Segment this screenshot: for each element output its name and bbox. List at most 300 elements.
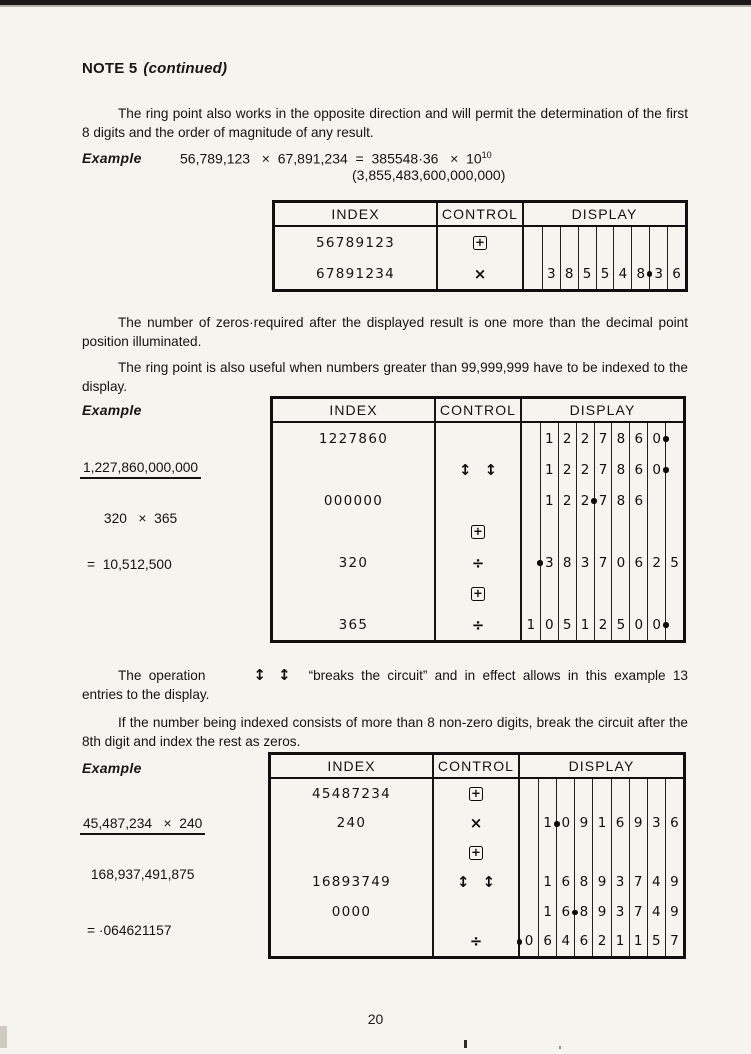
scan-speck	[464, 1040, 467, 1048]
display-cell	[592, 868, 610, 898]
squared-plus-icon: +	[471, 587, 485, 601]
display-cell	[611, 578, 629, 609]
display-cell	[611, 609, 629, 640]
table-row	[273, 516, 683, 547]
index-value	[271, 838, 432, 868]
display-cell	[520, 838, 538, 868]
display-cell	[522, 454, 540, 485]
control-cell	[432, 809, 518, 839]
display-grid	[518, 868, 683, 898]
section-heading	[82, 60, 227, 77]
display-cell	[647, 927, 665, 957]
table-header-row	[271, 755, 683, 779]
display-grid	[518, 897, 683, 927]
display-digit: 6	[579, 933, 589, 950]
example1-expression: $56,789,123 \times 67,891,234 = 385548\cdot 36 \times 10^{10}$	[180, 150, 492, 167]
display-cell	[522, 423, 540, 454]
display-cell	[665, 868, 683, 898]
display-digit: 1	[545, 492, 554, 509]
display-cell	[558, 423, 576, 454]
column-header-display: DISPLAY	[522, 203, 685, 225]
display-digit: 6	[561, 874, 571, 891]
squared-plus-icon: +	[469, 846, 483, 860]
display-cell	[540, 578, 558, 609]
display-cell	[538, 779, 556, 809]
display-digit: 6	[561, 903, 571, 920]
display-digit: 1	[543, 903, 552, 920]
display-cell	[522, 485, 540, 516]
display-cell	[540, 454, 558, 485]
index-control-display-table-1	[272, 200, 688, 292]
display-cell	[647, 516, 665, 547]
column-header-display: DISPLAY	[520, 399, 683, 421]
display-digit: 8	[616, 430, 626, 447]
heading-suffix: (continued)	[143, 60, 228, 77]
display-cell	[594, 423, 612, 454]
display-grid	[520, 578, 683, 609]
display-digit: 0	[545, 616, 554, 633]
table-header-row	[275, 203, 685, 227]
display-cell	[647, 485, 665, 516]
display-cell	[611, 547, 629, 578]
column-header-index: INDEX	[329, 402, 378, 418]
column-header-control: CONTROL	[434, 399, 520, 421]
display-cell	[611, 423, 629, 454]
squared-plus-icon: +	[469, 787, 483, 801]
display-digit: 1	[580, 616, 590, 633]
display-cell	[629, 516, 647, 547]
display-digit: 2	[598, 616, 608, 633]
display-cell	[611, 927, 629, 957]
display-cell	[540, 516, 558, 547]
display-digit: 0	[652, 616, 661, 633]
display-digit: 2	[580, 492, 590, 509]
display-cell	[522, 609, 540, 640]
display-cell	[578, 227, 596, 258]
ring-point-dot	[517, 939, 523, 945]
display-digit: 3	[615, 903, 625, 920]
display-grid	[518, 927, 683, 957]
display-digit: 2	[580, 430, 590, 447]
control-cell	[436, 227, 522, 258]
display-cell	[556, 897, 574, 927]
display-digit: 5	[582, 265, 592, 282]
display-digit: 7	[633, 874, 643, 891]
display-cell	[522, 578, 540, 609]
display-digit: 6	[634, 461, 644, 478]
squared-plus-icon: +	[471, 525, 485, 539]
control-cell	[432, 868, 518, 898]
column-header-index: INDEX	[327, 758, 376, 774]
display-digit: 6	[543, 933, 552, 950]
index-value: 67891234	[315, 265, 396, 282]
updown-arrow-icon: ↕	[456, 873, 470, 892]
display-digit: 7	[598, 492, 608, 509]
display-digit: 4	[652, 874, 661, 891]
display-cell	[665, 809, 683, 839]
column-header-display: DISPLAY	[518, 755, 683, 777]
example3-label: Example	[82, 760, 142, 776]
display-cell	[667, 227, 685, 258]
display-cell	[558, 547, 576, 578]
scan-edge-shadow	[0, 5, 751, 7]
display-digit: 1	[597, 815, 607, 832]
display-digit: 9	[670, 903, 679, 920]
display-cell	[524, 227, 542, 258]
display-cell	[520, 927, 538, 957]
table-body	[275, 227, 685, 289]
display-cell	[592, 927, 610, 957]
display-grid	[520, 423, 683, 454]
display-cell	[592, 897, 610, 927]
table-row	[273, 609, 683, 640]
updown-arrow-icon: ↕	[277, 665, 291, 684]
display-cell	[629, 485, 647, 516]
updown-arrow-icon: ↕	[482, 873, 496, 892]
display-cell	[647, 423, 665, 454]
display-grid	[520, 454, 683, 485]
scan-smudge	[0, 1026, 7, 1048]
display-cell	[558, 516, 576, 547]
display-cell	[594, 609, 612, 640]
display-digit: 8	[564, 265, 574, 282]
display-digit: 9	[597, 903, 607, 920]
display-cell	[594, 454, 612, 485]
ring-point-dot	[663, 467, 669, 473]
display-cell	[560, 227, 578, 258]
example1-label: Example	[82, 150, 142, 166]
display-cell	[665, 779, 683, 809]
display-digit: 6	[634, 430, 644, 447]
index-value	[271, 927, 432, 957]
display-digit: 1	[543, 874, 552, 891]
display-cell	[596, 227, 614, 258]
display-cell	[629, 609, 647, 640]
display-cell	[629, 897, 647, 927]
index-value: 45487234	[311, 785, 392, 802]
display-cell	[538, 927, 556, 957]
table-row	[271, 779, 683, 809]
table-row	[275, 227, 685, 258]
example2-numerator: 1,227,860,000,000	[80, 460, 201, 479]
control-cell	[434, 578, 520, 609]
display-cell	[611, 838, 629, 868]
break-circuit-icon	[217, 666, 290, 686]
control-cell	[434, 609, 520, 640]
display-cell	[576, 516, 594, 547]
display-digit: 7	[633, 903, 643, 920]
table-row	[271, 809, 683, 839]
example1-expansion: (3,855,483,600,000,000)	[352, 167, 506, 183]
display-cell	[667, 258, 685, 289]
display-digit: 3	[652, 815, 661, 832]
display-cell	[611, 809, 629, 839]
index-value: 240	[336, 815, 367, 832]
control-cell	[434, 516, 520, 547]
control-cell	[434, 423, 520, 454]
heading-title: NOTE 5	[82, 60, 138, 77]
display-digit: 5	[600, 265, 610, 282]
example2-denominator: 320 × 365	[103, 511, 178, 526]
table-row	[273, 578, 683, 609]
display-digit: 7	[598, 461, 608, 478]
display-digit: 2	[652, 554, 661, 571]
display-cell	[538, 897, 556, 927]
control-cell	[436, 258, 522, 289]
display-digit: 5	[616, 616, 626, 633]
ring-point-dot	[537, 560, 543, 566]
display-digit: 2	[597, 933, 607, 950]
display-cell	[665, 485, 683, 516]
display-cell	[629, 454, 647, 485]
display-cell	[574, 779, 592, 809]
control-cell	[434, 485, 520, 516]
display-cell	[576, 485, 594, 516]
display-cell	[611, 485, 629, 516]
display-digit: 9	[579, 815, 589, 832]
display-digit: 3	[580, 554, 590, 571]
display-cell	[665, 516, 683, 547]
display-cell	[649, 258, 667, 289]
display-digit: 0	[652, 430, 661, 447]
display-digit: 7	[598, 554, 608, 571]
table-header-row	[273, 399, 683, 423]
example2-result: = 10,512,500	[87, 557, 172, 572]
display-grid	[520, 609, 683, 640]
divide-icon: ÷	[471, 615, 485, 634]
updown-arrow-icon: ↕	[253, 665, 266, 684]
display-cell	[629, 547, 647, 578]
display-cell	[576, 547, 594, 578]
display-digit: 1	[545, 430, 554, 447]
example3-denominator: 168,937,491,875	[90, 867, 195, 882]
table-row	[273, 485, 683, 516]
display-cell	[556, 927, 574, 957]
display-cell	[540, 547, 558, 578]
display-digit: 2	[562, 492, 572, 509]
display-digit: 6	[672, 265, 681, 282]
display-digit: 7	[670, 933, 679, 950]
display-cell	[611, 779, 629, 809]
display-digit: 1	[543, 815, 552, 832]
index-value: 56789123	[315, 234, 396, 251]
display-digit: 9	[633, 815, 643, 832]
display-cell	[647, 838, 665, 868]
display-digit: 3	[547, 265, 556, 282]
display-cell	[540, 609, 558, 640]
display-cell	[538, 809, 556, 839]
display-digit: 4	[618, 265, 628, 282]
display-grid	[518, 838, 683, 868]
display-cell	[631, 227, 649, 258]
table-row	[271, 897, 683, 927]
example2-fraction	[80, 430, 201, 602]
index-value: 0000	[331, 903, 372, 920]
table-row	[275, 258, 685, 289]
table-row	[271, 868, 683, 898]
display-digit: 1	[615, 933, 625, 950]
index-control-display-table-3	[268, 752, 686, 959]
display-digit: 5	[670, 554, 679, 571]
display-digit: 8	[579, 874, 589, 891]
paragraph-more-than-8-digits: If the number being indexed consists of more than 8 non-zero digits, break the circuit after the 8th digit and index the rest as zeros.	[82, 714, 688, 750]
display-cell	[613, 227, 631, 258]
display-digit: 3	[545, 554, 554, 571]
display-cell	[629, 927, 647, 957]
display-cell	[560, 258, 578, 289]
control-cell	[432, 838, 518, 868]
display-cell	[592, 838, 610, 868]
squared-plus-icon: +	[473, 236, 487, 250]
page-number: 20	[367, 1011, 384, 1027]
ring-point-dot	[554, 821, 560, 827]
index-control-display-table-2	[270, 396, 686, 643]
display-digit: 5	[652, 933, 661, 950]
display-cell	[594, 547, 612, 578]
display-digit: 8	[636, 265, 646, 282]
multiply-icon: ×	[469, 814, 483, 833]
table-body	[271, 779, 683, 956]
display-cell	[558, 578, 576, 609]
display-digit: 6	[634, 492, 644, 509]
ring-point-dot	[663, 436, 669, 442]
display-digit: 3	[654, 265, 663, 282]
example2-label: Example	[82, 402, 142, 418]
table-row	[273, 454, 683, 485]
display-cell	[613, 258, 631, 289]
display-cell	[665, 927, 683, 957]
ring-point-dot	[647, 271, 653, 277]
multiply-icon: ×	[473, 264, 487, 283]
display-digit: 1	[633, 933, 643, 950]
display-cell	[520, 809, 538, 839]
display-cell	[596, 258, 614, 289]
display-cell	[540, 423, 558, 454]
column-header-control: CONTROL	[436, 203, 522, 225]
control-cell	[432, 897, 518, 927]
display-cell	[647, 547, 665, 578]
column-header-index: INDEX	[331, 206, 380, 222]
display-cell	[665, 547, 683, 578]
display-digit: 7	[598, 430, 608, 447]
display-digit: 1	[545, 461, 554, 478]
control-cell	[432, 779, 518, 809]
display-digit: 6	[615, 815, 625, 832]
display-cell	[520, 868, 538, 898]
display-cell	[520, 779, 538, 809]
display-digit: 1	[526, 616, 536, 633]
ring-point-dot	[663, 622, 669, 628]
display-cell	[647, 454, 665, 485]
display-cell	[592, 779, 610, 809]
table-row	[271, 838, 683, 868]
display-cell	[520, 897, 538, 927]
display-cell	[592, 809, 610, 839]
index-value	[273, 516, 434, 547]
display-cell	[576, 423, 594, 454]
index-value: 16893749	[311, 874, 392, 891]
updown-arrow-icon: ↕	[458, 460, 472, 479]
display-digit: 5	[562, 616, 572, 633]
display-cell	[665, 897, 683, 927]
paragraph-zeros-required: The number of zeros·required after the displayed result is one more than the decimal point position illuminated.	[82, 314, 688, 350]
example3-numerator: 45,487,234 × 240	[80, 816, 205, 835]
example3-fraction	[80, 786, 205, 968]
display-cell	[594, 516, 612, 547]
display-digit: 8	[579, 903, 589, 920]
display-cell	[594, 578, 612, 609]
control-cell	[432, 927, 518, 957]
display-cell	[574, 809, 592, 839]
table-body	[273, 423, 683, 640]
updown-arrow-icon: ↕	[484, 460, 498, 479]
exponent: 10	[481, 150, 492, 160]
display-cell	[629, 838, 647, 868]
paragraph-ring-point-useful: The ring point is also useful when numbers greater than 99,999,999 have to be indexed to the display.	[82, 359, 688, 395]
display-digit: 4	[561, 933, 571, 950]
control-cell	[434, 454, 520, 485]
display-cell	[574, 927, 592, 957]
display-cell	[629, 578, 647, 609]
display-cell	[611, 868, 629, 898]
table-row	[273, 547, 683, 578]
display-grid	[518, 779, 683, 809]
scan-speck	[559, 1046, 561, 1049]
display-cell	[647, 897, 665, 927]
display-grid	[522, 227, 685, 258]
index-value: 000000	[323, 492, 384, 509]
display-cell	[574, 868, 592, 898]
display-digit: 6	[634, 554, 644, 571]
display-digit: 3	[615, 874, 625, 891]
table-row	[271, 927, 683, 957]
display-digit: 0	[561, 815, 571, 832]
display-grid	[520, 516, 683, 547]
display-cell	[558, 609, 576, 640]
display-cell	[578, 258, 596, 289]
display-cell	[576, 578, 594, 609]
display-cell	[647, 578, 665, 609]
divide-icon: ÷	[469, 932, 483, 951]
paragraph-ring-point-opposite: The ring point also works in the opposite direction and will permit the determination of the first 8 digits and the order of magnitude of any result.	[82, 105, 688, 141]
display-cell	[647, 609, 665, 640]
display-cell	[558, 485, 576, 516]
display-cell	[538, 868, 556, 898]
ring-point-dot	[591, 498, 597, 504]
display-cell	[542, 258, 560, 289]
index-value	[273, 578, 434, 609]
display-cell	[611, 454, 629, 485]
display-cell	[542, 227, 560, 258]
display-digit: 8	[562, 554, 572, 571]
display-digit: 0	[524, 933, 534, 950]
display-cell	[611, 516, 629, 547]
display-digit: 0	[652, 461, 661, 478]
display-cell	[647, 868, 665, 898]
display-cell	[576, 454, 594, 485]
display-digit: 0	[616, 554, 626, 571]
display-grid	[522, 258, 685, 289]
display-cell	[629, 809, 647, 839]
display-digit: 9	[670, 874, 679, 891]
display-cell	[522, 516, 540, 547]
table-row	[273, 423, 683, 454]
display-grid	[520, 547, 683, 578]
index-value: 1227860	[318, 430, 389, 447]
display-cell	[649, 227, 667, 258]
display-digit: 8	[616, 461, 626, 478]
display-cell	[540, 485, 558, 516]
